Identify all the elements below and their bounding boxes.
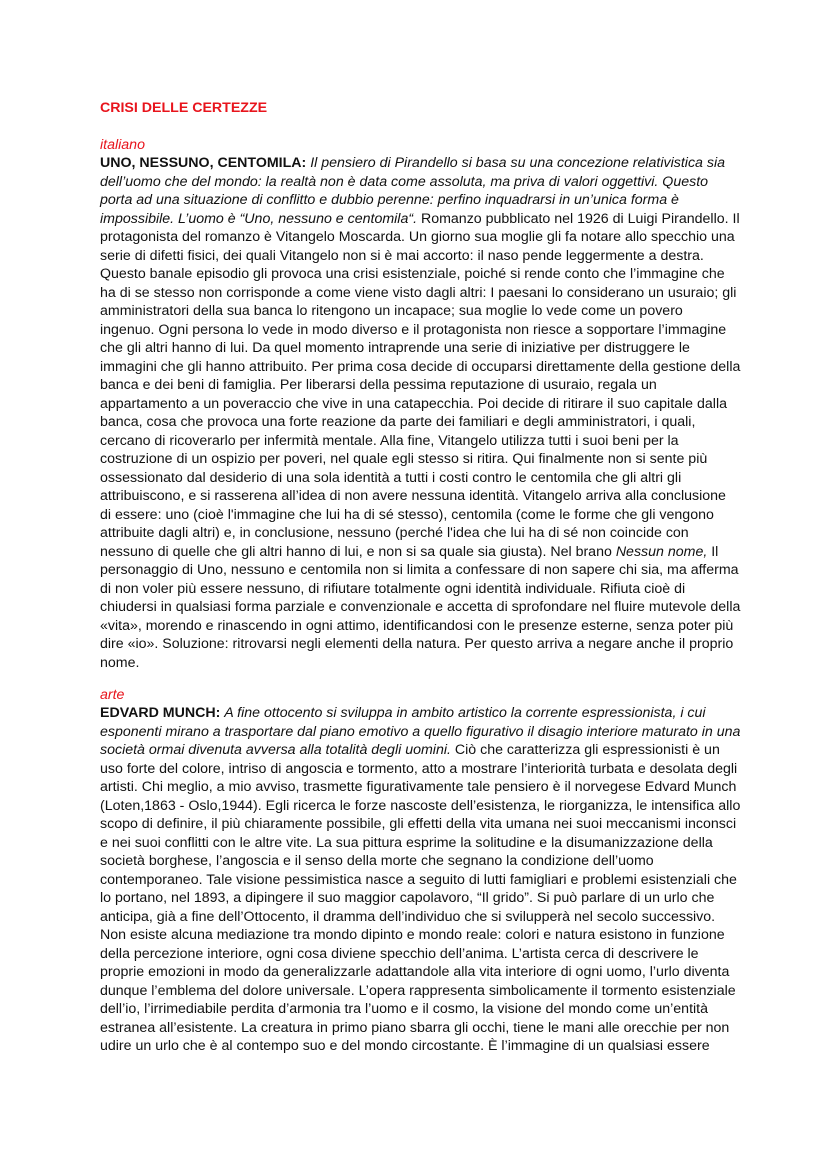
text-run: udire un urlo che è al contempo suo e del mondo circostante. È l’immagine di un qualsiasi essere xyxy=(100,1038,710,1054)
text-line xyxy=(100,778,737,797)
text-run: «vita», morendo e rinascendo in ogni attimo, identificandosi con le presenze esterne, senza poter più xyxy=(100,617,734,634)
text-line xyxy=(100,247,732,266)
text-run: società borghese, l’angoscia e il senso della morte che segnano la condizione dell’uomo xyxy=(100,853,654,869)
text-line xyxy=(100,506,732,525)
text-run: estranea all’esistente. La creatura in primo piano sbarra gli occhi, tiene le mani alle orecchie per non xyxy=(100,1019,730,1036)
text-run: nome. xyxy=(100,654,140,671)
text-line xyxy=(100,413,732,432)
section-arte xyxy=(100,686,741,1056)
text-line xyxy=(100,154,732,173)
text-line xyxy=(100,815,737,834)
text-run: dell’uomo che del mondo: la realtà non è data come assoluta, ma priva di valori oggettivi. Questo xyxy=(100,173,709,190)
text-line xyxy=(100,1000,732,1019)
text-run: banca, cosa che provoca una forte reazione da parte dei familiari e degli amministratori, i quali, xyxy=(100,414,696,430)
heading-run: UNO, NESSUNO, CENTOMILA: xyxy=(100,155,311,171)
text-run: Il xyxy=(707,543,719,560)
section-subject: arte xyxy=(100,687,125,703)
section-body xyxy=(100,154,741,672)
text-run: della percezione interiore, ogni cosa diviene specchio dell’anima. L’artista cerca di descrivere le xyxy=(100,945,699,962)
text-line xyxy=(100,469,732,488)
text-line xyxy=(100,376,732,395)
text-line xyxy=(100,760,738,779)
text-line xyxy=(100,432,732,451)
text-run: dunque l’emblema del dolore universale. L’opera rappresenta simbolicamente il tormento esistenziale xyxy=(100,982,736,999)
text-run: dell’io, l’irrimediabile perdita d’armonia tra l’uomo e il cosmo, la visione del mondo come un’entità xyxy=(100,1001,708,1017)
text-line xyxy=(100,302,732,321)
text-run: dire «io». Soluzione: ritrovarsi negli elementi della natura. Per questo arriva a negare anche il proprio xyxy=(100,636,734,652)
text-line xyxy=(100,982,736,1001)
section-italiano xyxy=(100,136,741,672)
text-run: che gli altri hanno di lui. Da quel momento intraprende una serie di iniziative per distruggere le xyxy=(100,340,690,356)
text-run: lo portano, nel 1893, a dipingere il suo maggior capolavoro, “Il grido”. Si può parlare di un urlo che xyxy=(100,890,715,906)
text-line xyxy=(100,741,732,760)
text-line xyxy=(100,723,741,742)
section-subject: italiano xyxy=(100,137,145,153)
text-line xyxy=(100,395,732,414)
text-run: immagini che gli hanno attribuito. Per prima cosa decide di occuparsi direttamente della gestione della xyxy=(100,358,741,375)
text-line xyxy=(100,926,732,945)
text-run: ingenuo. Ogni persona lo vede in modo diverso e il protagonista non riesce a sopportare l’immagine xyxy=(100,321,727,338)
text-run: personaggio di Uno, nessuno e centomila non si limita a confessare di non sapere chi sia, ma afferma xyxy=(100,562,739,578)
text-line xyxy=(100,321,732,340)
text-run: di essere: uno (cioè l'immagine che lui ha di sé stesso), centomila (come le forme che gli vengono xyxy=(100,506,714,523)
text-run: artisti. Chi meglio, a mio avviso, trasmette figurativamente tale pensiero è il norvegese Edvard Munch xyxy=(100,779,737,795)
text-line xyxy=(100,543,732,562)
text-run: Nessun nome, xyxy=(615,543,708,560)
text-run: A fine ottocento si sviluppa in ambito artistico la corrente espressionista, i cui xyxy=(224,705,706,721)
text-run: società ormai divenuta avversa alla totalità degli uomini. xyxy=(100,742,451,758)
text-line xyxy=(100,561,739,580)
text-line xyxy=(100,889,732,908)
text-line xyxy=(100,945,732,964)
text-run: scopo di definire, il più chiaramente possibile, gli effetti della vita umana nei suoi meccanismi inconsci xyxy=(100,816,737,832)
heading-run: EDVARD MUNCH: xyxy=(100,705,225,721)
text-line xyxy=(100,617,732,636)
text-run: Non esiste alcuna mediazione tra mondo dipinto e mondo reale: colori e natura esistono in funzione xyxy=(100,927,725,943)
text-run: anticipa, già a fine dell’Ottocento, il dramma dell’individuo che si svilupperà nel secolo successivo. xyxy=(100,908,716,925)
text-line xyxy=(100,654,732,673)
text-run: protagonista del romanzo è Vitangelo Moscarda. Un giorno sua moglie gli fa notare allo specchio una xyxy=(100,229,735,245)
text-line xyxy=(100,580,732,599)
text-line xyxy=(100,871,737,890)
text-line xyxy=(100,358,741,377)
text-run: attribuiscono, e si rasserena all’idea di non avere nessuna identità. Vitangelo arriva alla conclusione xyxy=(100,488,726,504)
text-line xyxy=(100,852,732,871)
text-run: chiudersi in qualsiasi forma parziale e convenzionale e accetta di sprofondare nel fluire mutevole della xyxy=(100,599,741,615)
text-line xyxy=(100,963,732,982)
document-title: CRISI DELLE CERTEZZE xyxy=(100,100,268,116)
text-line xyxy=(100,797,741,816)
text-line xyxy=(100,450,732,469)
text-run: costruzione di un ospizio per poveri, nel quale egli stesso si ritira. Qui finalmente non si sente più xyxy=(100,451,708,467)
text-run: e nei suoi conflitti con le altre vite. La sua pittura esprime la solitudine e la disumanizzazione della xyxy=(100,834,713,851)
text-run: serie di difetti fisici, dei quali Vitangelo non si è mai accorto: il naso pende leggermente a destra. xyxy=(100,247,704,264)
text-run: esponenti mirano a trasportare dal piano emotivo a quello figurativo il disagio interiore maturato in una xyxy=(100,723,741,740)
text-line xyxy=(100,635,732,654)
text-line xyxy=(100,284,737,303)
text-run: attribuite dagli altri) e, in conclusione, nessuno (perché l'idea che lui ha di sé non coincide con xyxy=(100,525,689,541)
text-line xyxy=(100,1037,732,1056)
text-line xyxy=(100,524,732,543)
text-run: porta ad una situazione di conflitto e dubbio perenne: perfino inquadrarsi in un’unica forma è xyxy=(100,192,679,208)
text-run: appartamento a un poveraccio che vive in una catapecchia. Poi decide di ritirare il suo capitale dalla xyxy=(100,395,727,412)
text-run: Il pensiero di Pirandello si basa su una concezione relativistica sia xyxy=(310,155,726,171)
text-run: Questo banale episodio gli provoca una crisi esistenziale, poiché si rende conto che l’immagine che xyxy=(100,266,725,282)
text-run: Ciò che caratterizza gli espressionisti è un xyxy=(450,742,720,758)
text-line xyxy=(100,228,735,247)
text-run: amministratori della sua banca lo ritengono un incapace; sua moglie lo vede come un povero xyxy=(100,303,683,319)
text-run: contemporaneo. Tale visione pessimistica nasce a seguito di lutti famigliari e problemi esistenziali che xyxy=(100,871,737,888)
text-line xyxy=(100,704,732,723)
text-run: nessuno di quelle che gli altri hanno di lui, e non si sa quale sia giusta). Nel brano xyxy=(100,543,616,560)
text-run: ossessionato dal desiderio di una sola identità a tutti i costi contro le centomila che gli altri gli xyxy=(100,469,682,486)
text-line xyxy=(100,487,732,506)
text-run: impossibile. L’uomo è “Uno, nessuno e centomila“. xyxy=(100,210,418,227)
text-run: (Loten,1863 - Oslo,1944). Egli ricerca le forze nascoste dell’esistenza, le riorganizza, le intensifica allo xyxy=(100,797,741,814)
text-run: banca e dei beni di famiglia. Per liberarsi della pessima reputazione di usuraio, regala un xyxy=(100,377,657,393)
text-run: uso forte del colore, intriso di angoscia e tormento, atto a mostrare l’interiorità turbata e desolata degli xyxy=(100,760,738,777)
text-line xyxy=(100,191,732,210)
text-run: di non voler più essere nessuno, di rifiutare totalmente ogni identità individuale. Rifiuta cioè di xyxy=(100,580,686,597)
text-line xyxy=(100,210,740,229)
text-run: proprie emozioni in modo da generalizzarle adattandole alla vita interiore di ogni uomo, l’urlo diventa xyxy=(100,964,730,980)
text-run: Romanzo pubblicato nel 1926 di Luigi Pirandello. Il xyxy=(417,210,740,227)
section-body xyxy=(100,704,741,1056)
text-line xyxy=(100,339,732,358)
text-run: ha di se stesso non corrisponde a come viene visto dagli altri: I paesani lo considerano un usuraio; gli xyxy=(100,284,737,301)
text-run: cercano di ricoverarlo per infermità mentale. Alla fine, Vitangelo utilizza tutti i suoi beni per la xyxy=(100,432,679,449)
text-line xyxy=(100,908,732,927)
text-line xyxy=(100,834,732,853)
text-line xyxy=(100,173,732,192)
text-line xyxy=(100,265,732,284)
text-line xyxy=(100,598,741,617)
text-line xyxy=(100,1019,732,1038)
